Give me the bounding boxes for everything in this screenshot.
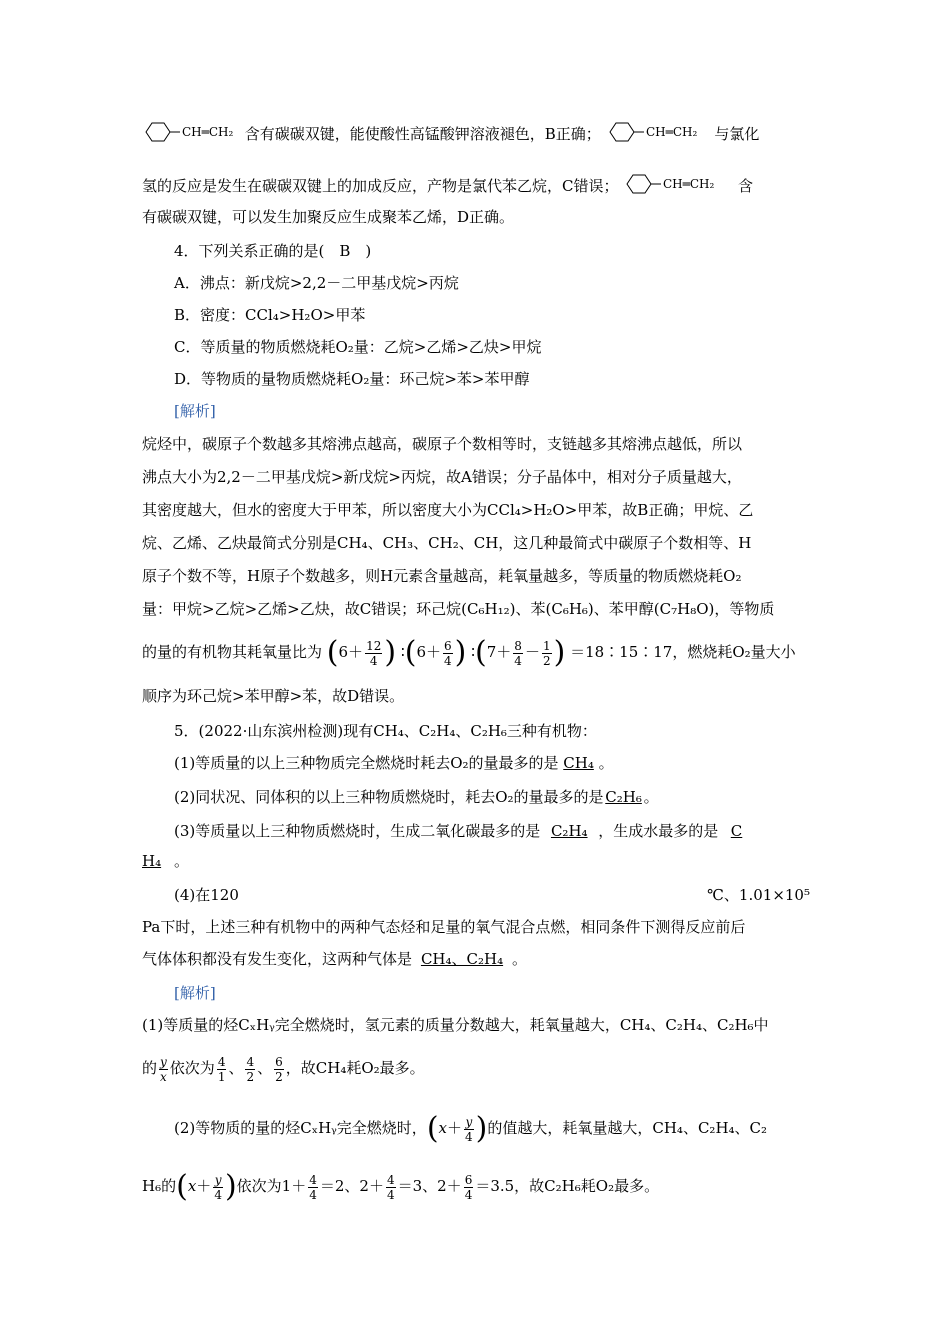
text: 氢的反应是发生在碳碳双键上的加成反应，产物是氯代苯乙烷，C错误； — [142, 177, 619, 195]
text: 含 — [738, 177, 754, 195]
q5-part-1: (1)等质量的以上三种物质完全燃烧时耗去O₂的量最多的是 CH₄ 。 — [174, 754, 614, 772]
q4-explanation-7: 的量的有机物其耗氧量比为 (6＋ $\frac{12}{4}$ ) ∶(6＋ $\frac{6}{4}$ ) ∶(7＋ $\frac{8}{4}$ － $\frac{1}{2}$ ) ＝18∶15∶17，燃烧耗O₂量大小 — [142, 635, 796, 670]
text: 与氯化 — [714, 125, 760, 143]
benzene-ring-icon — [142, 120, 240, 144]
q5-part-4-line3: 气体体积都没有发生变化，这两种气体是 CH₄、C₂H₄ 。 — [142, 950, 528, 968]
q5-part-3-cont: H₄ 。 — [142, 852, 190, 870]
q4-stem: 4．下列关系正确的是( B ) — [174, 242, 372, 260]
q4-option-d: D．等物质的量物质燃烧耗O₂量：环己烷>苯>苯甲醇 — [174, 370, 530, 388]
q5-solution-3: (2)等物质的量的烃CₓHᵧ完全燃烧时，(x＋ $\frac{y}{4}$ )的值越大，耗氧量越大，CH₄、C₂H₄、C₂ — [174, 1111, 768, 1146]
q4-option-b: B．密度：CCl₄>H₂O>甲苯 — [174, 306, 366, 324]
fraction: $\frac{4}{2}$ — [246, 1054, 255, 1084]
line-top-3: 有碳碳双键，可以发生加聚反应生成聚苯乙烯，D正确。 — [142, 208, 515, 226]
answer-blank: CH₄、C₂H₄ — [420, 950, 504, 968]
q5-solution-4: H₆的(x＋ $\frac{y}{4}$ )依次为1＋ $\frac{4}{4}$ ＝2、2＋ $\frac{4}{4}$ ＝3、2＋ $\frac{6}{4}$ ＝3.5，故C₂H₆耗O₂最多。 — [142, 1169, 660, 1204]
text: ＝18∶15∶17，燃烧耗O₂量大小 — [570, 643, 796, 661]
svg-text:CH═CH₂: CH═CH₂ — [182, 125, 234, 139]
q5-part-4-line2: Pa下时，上述三种有机物中的两种气态烃和足量的氧气混合点燃，相同条件下测得反应前后 — [142, 918, 746, 936]
fraction: $\frac{y}{4}$ — [214, 1172, 222, 1202]
q5-part-4: (4)在120 — [174, 886, 239, 904]
styrene-structure — [142, 120, 240, 150]
fraction: $\frac{6}{4}$ — [464, 1172, 473, 1202]
q4-explanation-4: 烷、乙烯、乙炔最简式分别是CH₄、CH₃、CH₂、CH，这几种最简式中碳原子个数相等、H — [142, 534, 752, 552]
fraction: $\frac{4}{4}$ — [309, 1172, 317, 1202]
styrene-structure — [623, 172, 733, 202]
answer-blank: C₂H₆ — [605, 788, 642, 806]
answer-blank: C — [730, 822, 743, 840]
q4-option-c: C．等质量的物质燃烧耗O₂量：乙烷>乙烯>乙炔>甲烷 — [174, 338, 542, 356]
q5-part-2: (2)同状况、同体积的以上三种物质燃烧时，耗去O₂的量最多的是 C₂H₆ 。 — [174, 788, 659, 806]
fraction: $\frac{12}{4}$ — [366, 638, 382, 668]
fraction: $\frac{4}{4}$ — [386, 1172, 395, 1202]
q4-explanation-2: 沸点大小为2,2－二甲基戊烷>新戊烷>丙烷，故A错误；分子晶体中，相对分子质量越大， — [142, 468, 742, 486]
answer-blank: CH₄ — [563, 754, 594, 772]
benzene-ring-icon — [606, 120, 710, 144]
svg-text:CH═CH₂: CH═CH₂ — [645, 125, 697, 139]
q5-stem: 5．(2022·山东滨州检测)现有CH₄、C₂H₄、C₂H₆三种有机物： — [174, 722, 597, 740]
q5-solution-1: (1)等质量的烃CₓHᵧ完全燃烧时，氢元素的质量分数越大，耗氧量越大，CH₄、C₂H₄、C₂H₆中 — [142, 1016, 769, 1034]
q5-analysis-label: [解析] — [174, 984, 216, 1002]
fraction: $\frac{y}{x}$ — [160, 1054, 167, 1084]
q4-explanation-6: 量：甲烷>乙烷>乙烯>乙炔，故C错误；环己烷(C₆H₁₂)、苯(C₆H₆)、苯甲醇(C₇H₈O)，等物质 — [142, 600, 775, 618]
benzene-ring-icon — [623, 172, 733, 196]
svg-text:CH═CH₂: CH═CH₂ — [663, 177, 715, 191]
fraction: $\frac{6}{4}$ — [444, 638, 452, 668]
q5-part-4-right: ℃、1.01×10⁵ — [707, 886, 810, 904]
q4-explanation-1: 烷烃中，碳原子个数越多其熔沸点越高，碳原子个数相等时，支链越多其熔沸点越低，所以 — [142, 435, 743, 453]
answer-blank: C₂H₄ — [550, 822, 588, 840]
q4-option-a: A．沸点：新戊烷>2,2－二甲基戊烷>丙烷 — [174, 274, 459, 292]
line-top-2 — [142, 172, 810, 202]
q4-explanation-3: 其密度越大，但水的密度大于甲苯，所以密度大小为CCl₄>H₂O>甲苯，故B正确；甲烷、乙 — [142, 501, 754, 519]
q4-analysis-label: [解析] — [174, 402, 216, 420]
line-top-1 — [142, 120, 810, 150]
answer-blank: H₄ — [142, 852, 162, 870]
fraction: $\frac{6}{2}$ — [275, 1054, 283, 1084]
fraction: $\frac{4}{1}$ — [217, 1054, 226, 1084]
fraction: $\frac{y}{4}$ — [465, 1114, 473, 1144]
text: 含有碳碳双键，能使酸性高锰酸钾溶液褪色，B正确； — [244, 125, 601, 143]
styrene-structure — [606, 120, 710, 150]
q5-part-3: (3)等质量以上三种物质燃烧时，生成二氧化碳最多的是 C₂H₄ ，生成水最多的是 C — [174, 822, 743, 840]
fraction: $\frac{8}{4}$ — [514, 638, 522, 668]
q5-solution-2: 的 $\frac{y}{x}$ 依次为 $\frac{4}{1}$ 、 $\frac{4}{2}$ 、 $\frac{6}{2}$ ，故CH₄耗O₂最多。 — [142, 1054, 425, 1084]
fraction: $\frac{1}{2}$ — [542, 638, 551, 668]
text: 的量的有机物其耗氧量比为 — [142, 643, 323, 661]
q4-explanation-8: 顺序为环己烷>苯甲醇>苯，故D错误。 — [142, 687, 405, 705]
q4-explanation-5: 原子个数不等，H原子个数越多，则H元素含量越高，耗氧量越多，等质量的物质燃烧耗O₂ — [142, 567, 742, 585]
